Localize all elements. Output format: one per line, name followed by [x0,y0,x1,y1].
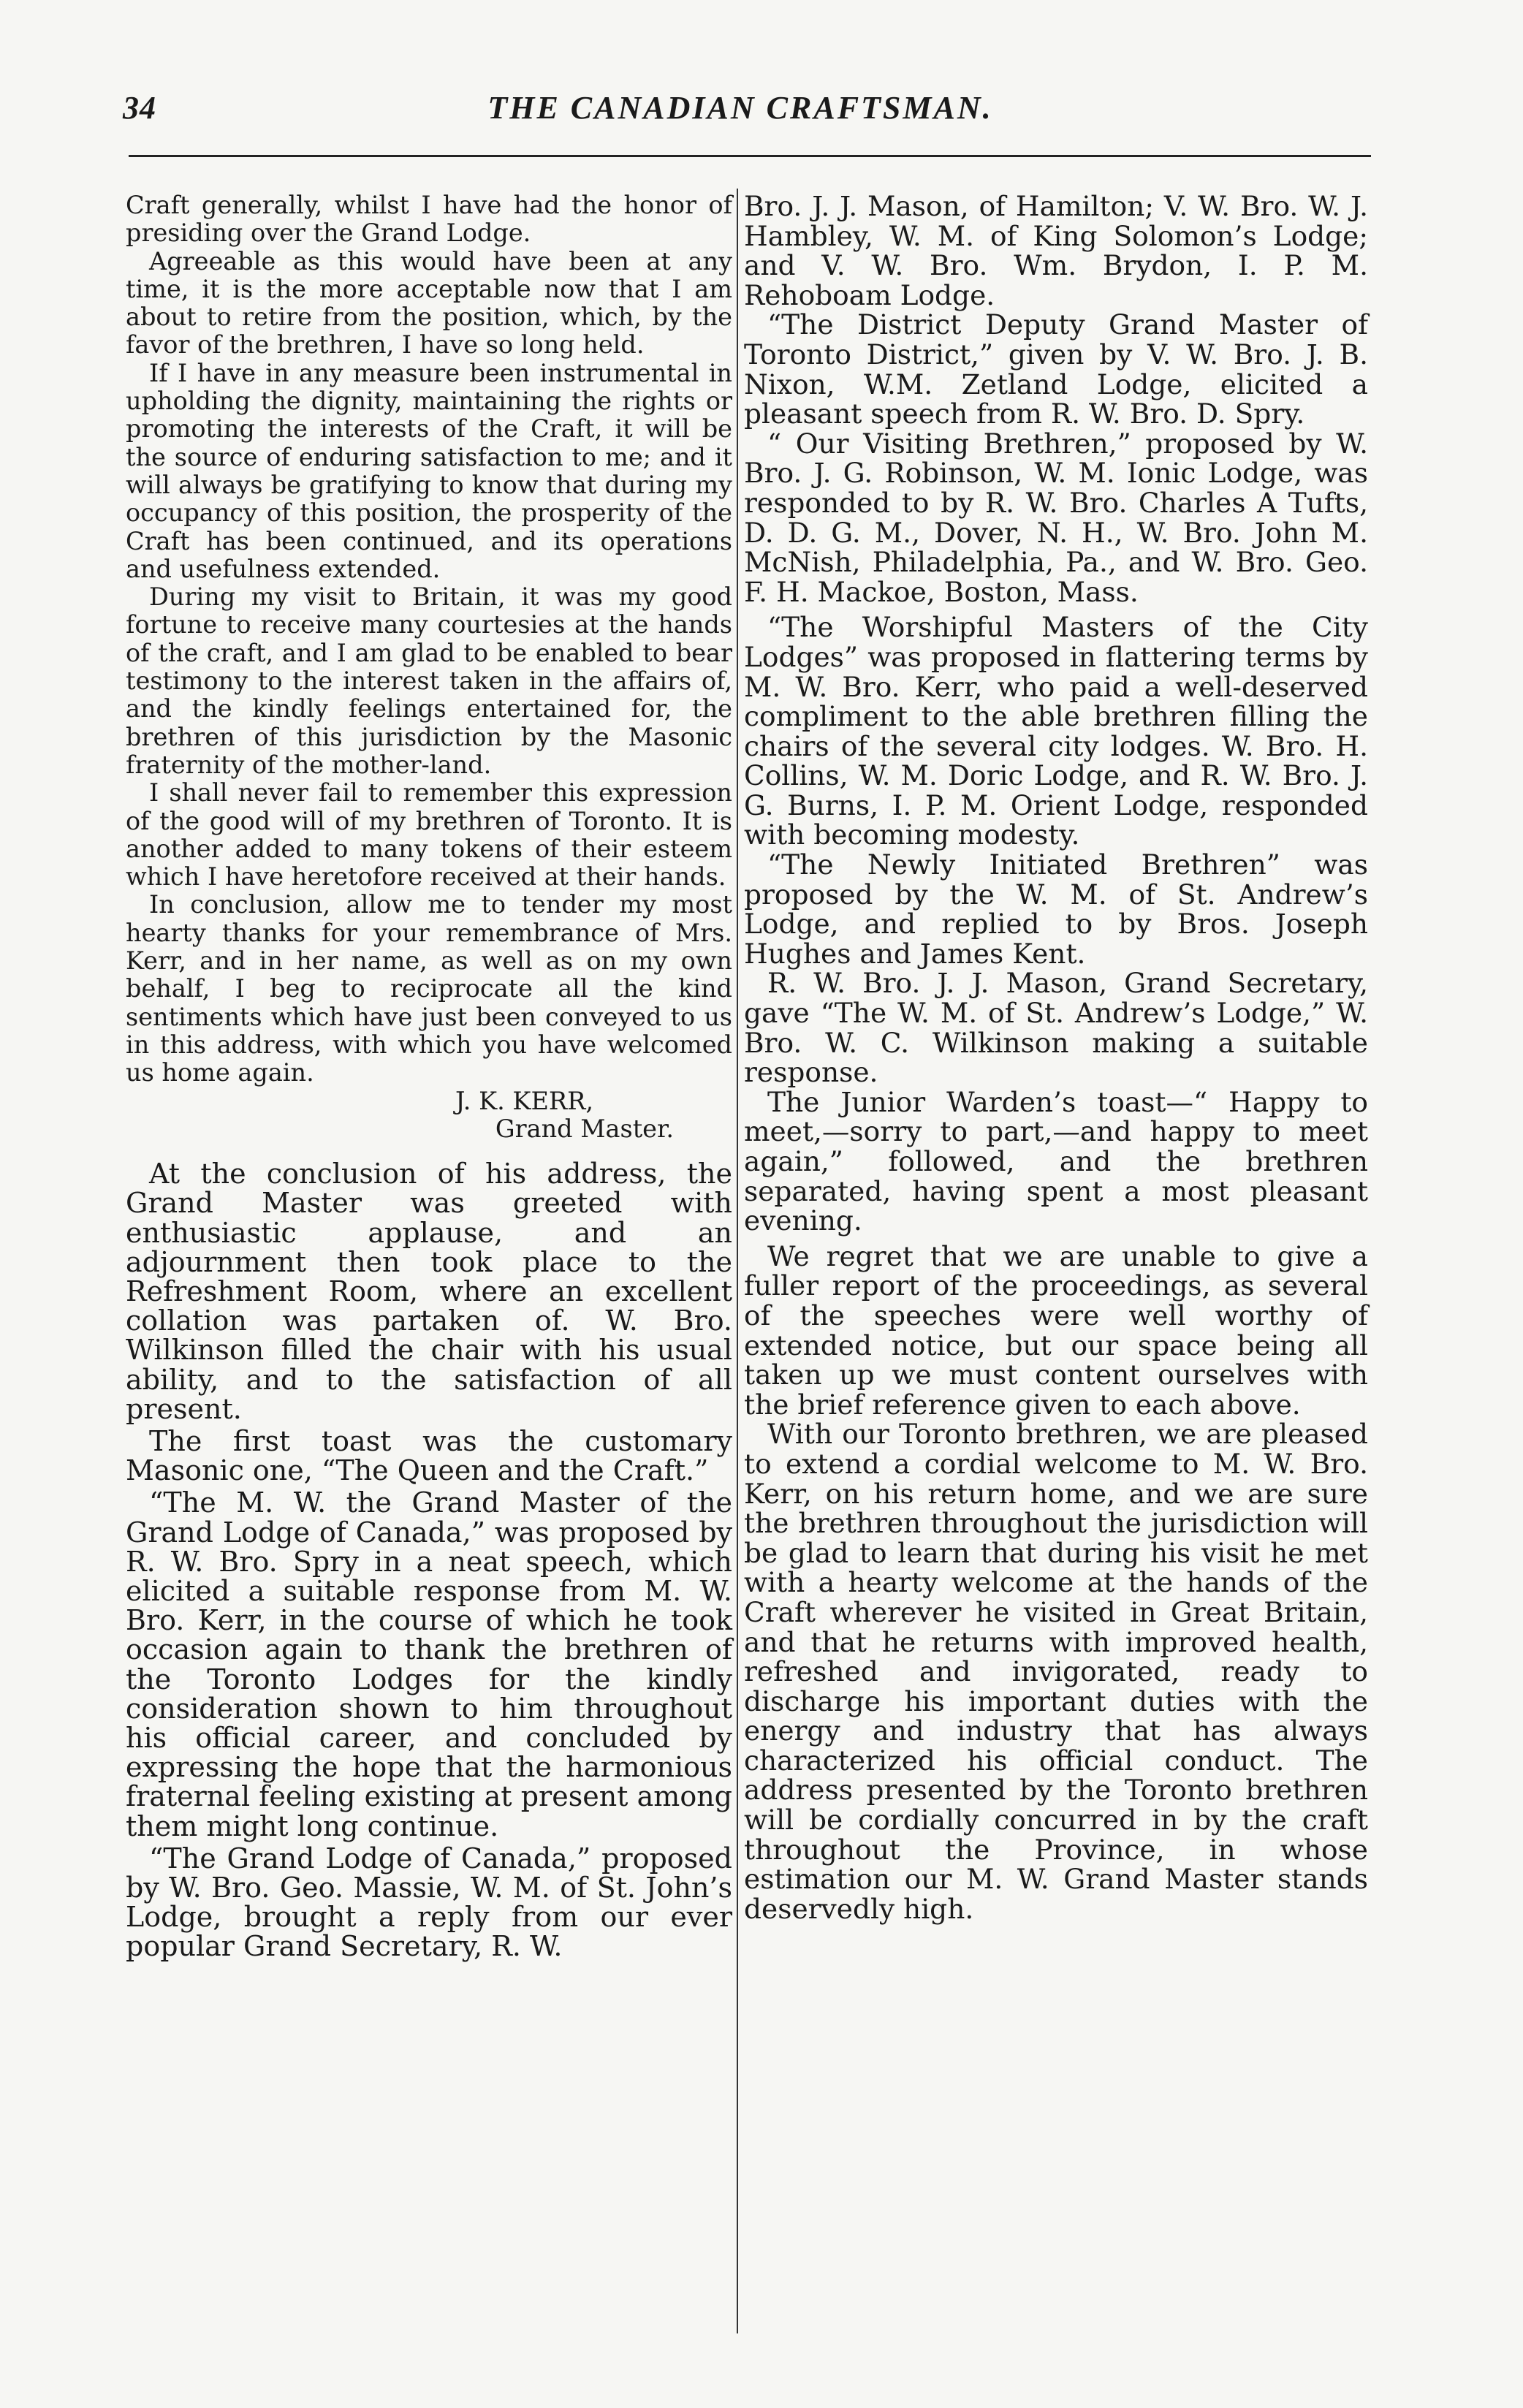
report-paragraph: The first toast was the customary Masonic one, “The Queen and the Craft.” [126,1424,732,1487]
report-paragraph: R. W. Bro. J. J. Mason, Grand Secretary, gave “The W. M. of St. Andrew’s Lodge,” W. Bro. W. C. Wilkinson making a suitable response. [744,967,1368,1089]
left-column [126,191,732,1961]
report-paragraph: “ Our Visiting Brethren,” proposed by W. Bro. J. G. Robinson, W. M. Ionic Lodge, was responded to by R. W. Bro. Charles A Tufts, D. D. G. M., Dover, N. H., W. Bro. John M. McNish, Philadelphia, Pa., and W. Bro. Geo. F. H. Mackoe, Boston, Mass. [744,427,1368,608]
report-paragraph: The Junior Warden’s toast—“ Happy to meet,—sorry to part,—and happy to meet again,” followed, and the brethren separated, having spent a most pleasant evening. [744,1085,1368,1237]
column-rule [737,189,738,2333]
signature-name: J. K. KERR, [455,1086,593,1115]
report-paragraph: At the conclusion of his address, the Grand Master was greeted with enthusiastic applause, and an adjournment then took place to the Refreshment Room, where an excellent collation was partaken of. W. Bro. Wilkinson filled the chair with his usual ability, and to the satisfaction of all present. [126,1158,732,1425]
page-number: 34 [123,90,156,126]
header-rule [129,155,1371,157]
report-paragraph: “The Grand Lodge of Canada,” proposed by W. Bro. Geo. Massie, W. M. of St. John’s Lodge, brought a reply from our ever popular Grand Secretary, R. W. [126,1842,732,1963]
report-paragraph: “The District Deputy Grand Master of Toronto District,” given by V. W. Bro. J. B. Nixon, W.M. Zetland Lodge, elicited a pleasant speech from R. W. Bro. D. Spry. [744,308,1368,430]
address-paragraph: I shall never fail to remember this expression of the good will of my brethren of Toronto. It is another added to many tokens of their esteem which I have heretofore received at their hands. [126,778,732,892]
report-paragraph: “The Newly Initiated Brethren” was proposed by the W. M. of St. Andrew’s Lodge, and replied to by Bros. Joseph Hughes and James Kent. [744,848,1368,970]
address-paragraph: During my visit to Britain, it was my good fortune to receive many courtesies at the hands of the craft, and I am glad to be enabled to bear testimony to the interest taken in the affairs of, and the kindly feelings entertained for, the brethren of this jurisdiction by the Masonic fraternity of the mother-land. [126,582,732,779]
address-paragraph: Agreeable as this would have been at any time, it is the more acceptable now that I am about to retire from the position, which, by the favor of the brethren, I have so long held. [126,246,732,360]
signature-block [126,1087,732,1144]
report-paragraph: We regret that we are unable to give a fuller report of the proceedings, as several of the speeches were well worthy of extended notice, but our space being all taken up we must content ourselves with the brief reference given to each above. [744,1239,1368,1421]
report-paragraph: “The Worshipful Masters of the City Lodges” was proposed in flattering terms by M. W. Bro. Kerr, who paid a well-deserved compliment to the able brethren filling the chairs of the several city lodges. W. Bro. H. Collins, W. M. Doric Lodge, and R. W. Bro. J. G. Burns, I. P. M. Orient Lodge, responded with becoming modesty. [744,611,1368,851]
report-paragraph: With our Toronto brethren, we are pleased to extend a cordial welcome to M. W. Bro. Kerr, on his return home, and we are sure the brethren throughout the jurisdiction will be glad to learn that during his visit he met with a hearty welcome at the hands of the Craft wherever he visited in Great Britain, and that he returns with improved health, refreshed and invigorated, ready to discharge his important duties with the energy and industry that has always characterized his official conduct. The address presented by the Toronto brethren will be cordially concurred in by the craft throughout the Province, in whose estimation our M. W. Grand Master stands deservedly high. [744,1418,1368,1925]
report-paragraph: “The M. W. the Grand Master of the Grand Lodge of Canada,” was proposed by R. W. Bro. Spry in a neat speech, which elicited a suitable response from M. W. Bro. Kerr, in the course of which he took occasion again to thank the brethren of the Toronto Lodges for the kindly consideration shown to him throughout his official career, and concluded by expressing the hope that the harmonious fraternal feeling existing at present among them might long continue. [126,1486,732,1842]
page-header [123,86,1358,145]
address-paragraph: Craft generally, whilst I have had the honor of presiding over the Grand Lodge. [126,191,732,248]
running-title: THE CANADIAN CRAFTSMAN. [487,90,993,126]
address-paragraph: In conclusion, allow me to tender my most hearty thanks for your remembrance of Mrs. Kerr, and in her name, as well as on my own behalf, I beg to reciprocate all the kind sentiments which have just been conveyed to us in this address, with which you have welcomed us home again. [126,890,732,1087]
report-paragraph: Bro. J. J. Mason, of Hamilton; V. W. Bro. W. J. Hambley, W. M. of King Solomon’s Lodge; and V. W. Bro. Wm. Brydon, I. P. M. Rehoboam Lodge. [744,190,1368,311]
signature-title: Grand Master. [495,1114,674,1143]
right-column [744,191,1368,1923]
address-paragraph: If I have in any measure been instrumental in upholding the dignity, maintaining the rights or promoting the interests of the Craft, it will be the source of enduring satisfaction to me; and it will always be gratifying to know that during my occupancy of this position, the prosperity of the Craft has been continued, and its operations and usefulness extended. [126,358,732,583]
